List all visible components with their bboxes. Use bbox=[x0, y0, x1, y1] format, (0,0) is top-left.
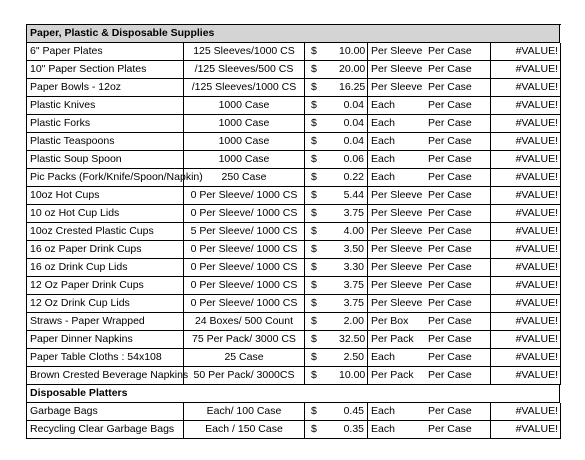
unit-cell[interactable]: Each bbox=[368, 115, 426, 133]
table-row bbox=[27, 295, 561, 313]
pack-size-cell[interactable]: 0 Per Sleeve/ 1000 CS bbox=[184, 259, 305, 277]
section-row-platters bbox=[27, 385, 561, 403]
item-cell[interactable]: Plastic Teaspoons bbox=[27, 133, 184, 151]
currency-cell[interactable]: $ bbox=[305, 241, 336, 259]
per-case-cell[interactable]: Per Case bbox=[426, 187, 491, 205]
value-cell[interactable]: #VALUE! bbox=[491, 61, 561, 79]
price-cell[interactable]: 20.00 bbox=[336, 61, 368, 79]
section-title-cell[interactable]: Disposable Platters bbox=[27, 385, 560, 403]
pack-size-cell[interactable]: 1000 Case bbox=[184, 151, 305, 169]
item-cell[interactable]: 10oz Crested Plastic Cups bbox=[27, 223, 184, 241]
item-cell[interactable]: Plastic Knives bbox=[27, 97, 184, 115]
price-cell[interactable]: 0.22 bbox=[336, 169, 368, 187]
currency-cell[interactable]: $ bbox=[305, 421, 336, 439]
unit-cell[interactable]: Per Sleeve bbox=[368, 79, 426, 97]
price-cell[interactable]: 16.25 bbox=[336, 79, 368, 97]
table-row bbox=[27, 259, 561, 277]
per-case-cell[interactable]: Per Case bbox=[426, 169, 491, 187]
item-cell[interactable]: Pic Packs (Fork/Knife/Spoon/Napkin) bbox=[27, 169, 184, 187]
currency-cell[interactable]: $ bbox=[305, 169, 336, 187]
item-cell[interactable]: 16 oz Paper Drink Cups bbox=[27, 241, 184, 259]
table-row bbox=[27, 43, 561, 61]
per-case-cell[interactable]: Per Case bbox=[426, 61, 491, 79]
value-cell[interactable]: #VALUE! bbox=[491, 115, 561, 133]
platter-rows bbox=[27, 403, 561, 439]
pack-size-cell[interactable]: 5 Per Sleeve/ 1000 CS bbox=[184, 223, 305, 241]
currency-cell[interactable]: $ bbox=[305, 151, 336, 169]
value-cell[interactable]: #VALUE! bbox=[491, 421, 561, 439]
unit-cell[interactable]: Per Sleeve bbox=[368, 61, 426, 79]
pack-size-cell[interactable]: /125 Sleeves/500 CS bbox=[184, 61, 305, 79]
currency-cell[interactable]: $ bbox=[305, 43, 336, 61]
per-case-cell[interactable]: Per Case bbox=[426, 115, 491, 133]
pack-size-cell[interactable]: Each / 150 Case bbox=[184, 421, 305, 439]
price-cell[interactable]: 2.00 bbox=[336, 313, 368, 331]
price-cell[interactable]: 0.45 bbox=[336, 403, 368, 421]
value-cell[interactable]: #VALUE! bbox=[491, 151, 561, 169]
per-case-cell[interactable]: Per Case bbox=[426, 349, 491, 367]
currency-cell[interactable]: $ bbox=[305, 61, 336, 79]
per-case-cell[interactable]: Per Case bbox=[426, 277, 491, 295]
pack-size-cell[interactable]: 1000 Case bbox=[184, 115, 305, 133]
value-cell[interactable]: #VALUE! bbox=[491, 97, 561, 115]
per-case-cell[interactable]: Per Case bbox=[426, 259, 491, 277]
section-header-cell[interactable]: Paper, Plastic & Disposable Supplies bbox=[27, 25, 560, 43]
value-cell[interactable]: #VALUE! bbox=[491, 295, 561, 313]
currency-cell[interactable]: $ bbox=[305, 349, 336, 367]
value-cell[interactable]: #VALUE! bbox=[491, 241, 561, 259]
table-row bbox=[27, 169, 561, 187]
table-row bbox=[27, 115, 561, 133]
pack-size-cell[interactable]: 0 Per Sleeve/ 1000 CS bbox=[184, 277, 305, 295]
per-case-cell[interactable]: Per Case bbox=[426, 133, 491, 151]
unit-cell[interactable]: Each bbox=[368, 151, 426, 169]
per-case-cell[interactable]: Per Case bbox=[426, 97, 491, 115]
value-cell[interactable]: #VALUE! bbox=[491, 79, 561, 97]
pack-size-cell[interactable]: /125 Sleeves/1000 CS bbox=[184, 79, 305, 97]
currency-cell[interactable]: $ bbox=[305, 223, 336, 241]
per-case-cell[interactable]: Per Case bbox=[426, 403, 491, 421]
currency-cell[interactable]: $ bbox=[305, 79, 336, 97]
unit-cell[interactable]: Each bbox=[368, 133, 426, 151]
table-row bbox=[27, 421, 561, 439]
item-cell[interactable]: 10 oz Hot Cup Lids bbox=[27, 205, 184, 223]
spreadsheet-table bbox=[26, 24, 561, 439]
section-header-row bbox=[27, 25, 561, 43]
pack-size-cell[interactable]: 25 Case bbox=[184, 349, 305, 367]
price-cell[interactable]: 3.30 bbox=[336, 259, 368, 277]
price-cell[interactable]: 3.75 bbox=[336, 295, 368, 313]
currency-cell[interactable]: $ bbox=[305, 331, 336, 349]
value-cell[interactable]: #VALUE! bbox=[491, 133, 561, 151]
table-row bbox=[27, 79, 561, 97]
supplies-rows bbox=[27, 43, 561, 385]
value-cell[interactable]: #VALUE! bbox=[491, 367, 561, 385]
price-cell[interactable]: 5.44 bbox=[336, 187, 368, 205]
table-row bbox=[27, 403, 561, 421]
price-cell[interactable]: 0.35 bbox=[336, 421, 368, 439]
unit-cell[interactable]: Each bbox=[368, 421, 426, 439]
unit-cell[interactable]: Per Sleeve bbox=[368, 205, 426, 223]
value-cell[interactable]: #VALUE! bbox=[491, 223, 561, 241]
price-cell[interactable]: 0.04 bbox=[336, 115, 368, 133]
unit-cell[interactable]: Per Sleeve bbox=[368, 187, 426, 205]
unit-cell[interactable]: Per Sleeve bbox=[368, 295, 426, 313]
per-case-cell[interactable]: Per Case bbox=[426, 331, 491, 349]
item-cell[interactable]: Brown Crested Beverage Napkins bbox=[27, 367, 184, 385]
table-row bbox=[27, 223, 561, 241]
pack-size-cell[interactable]: 0 Per Sleeve/ 1000 CS bbox=[184, 187, 305, 205]
pack-size-cell[interactable]: 50 Per Pack/ 3000CS bbox=[184, 367, 305, 385]
item-cell[interactable]: 16 oz Drink Cup Lids bbox=[27, 259, 184, 277]
unit-cell[interactable]: Per Sleeve bbox=[368, 277, 426, 295]
unit-cell[interactable]: Per Pack bbox=[368, 367, 426, 385]
table-row bbox=[27, 205, 561, 223]
price-cell[interactable]: 0.04 bbox=[336, 97, 368, 115]
item-cell[interactable]: 12 Oz Drink Cup Lids bbox=[27, 295, 184, 313]
value-cell[interactable]: #VALUE! bbox=[491, 259, 561, 277]
table-row bbox=[27, 277, 561, 295]
pack-size-cell[interactable]: 75 Per Pack/ 3000 CS bbox=[184, 331, 305, 349]
unit-cell[interactable]: Per Pack bbox=[368, 331, 426, 349]
table-row bbox=[27, 331, 561, 349]
value-cell[interactable]: #VALUE! bbox=[491, 169, 561, 187]
unit-cell[interactable]: Per Sleeve bbox=[368, 43, 426, 61]
value-cell[interactable]: #VALUE! bbox=[491, 403, 561, 421]
per-case-cell[interactable]: Per Case bbox=[426, 241, 491, 259]
item-cell[interactable]: Plastic Forks bbox=[27, 115, 184, 133]
price-cell[interactable]: 2.50 bbox=[336, 349, 368, 367]
unit-cell[interactable]: Per Sleeve bbox=[368, 241, 426, 259]
unit-cell[interactable]: Each bbox=[368, 97, 426, 115]
pack-size-cell[interactable]: 0 Per Sleeve/ 1000 CS bbox=[184, 241, 305, 259]
pack-size-cell[interactable]: 1000 Case bbox=[184, 97, 305, 115]
item-cell[interactable]: Garbage Bags bbox=[27, 403, 184, 421]
per-case-cell[interactable]: Per Case bbox=[426, 205, 491, 223]
unit-cell[interactable]: Each bbox=[368, 403, 426, 421]
table-row bbox=[27, 151, 561, 169]
price-cell[interactable]: 3.75 bbox=[336, 205, 368, 223]
pack-size-cell[interactable]: 0 Per Sleeve/ 1000 CS bbox=[184, 295, 305, 313]
pack-size-cell[interactable]: 1000 Case bbox=[184, 133, 305, 151]
item-cell[interactable]: Straws - Paper Wrapped bbox=[27, 313, 184, 331]
currency-cell[interactable]: $ bbox=[305, 367, 336, 385]
currency-cell[interactable]: $ bbox=[305, 313, 336, 331]
unit-cell[interactable]: Each bbox=[368, 169, 426, 187]
item-cell[interactable]: 12 Oz Paper Drink Cups bbox=[27, 277, 184, 295]
per-case-cell[interactable]: Per Case bbox=[426, 223, 491, 241]
per-case-cell[interactable]: Per Case bbox=[426, 79, 491, 97]
value-cell[interactable]: #VALUE! bbox=[491, 349, 561, 367]
price-cell[interactable]: 0.06 bbox=[336, 151, 368, 169]
value-cell[interactable]: #VALUE! bbox=[491, 205, 561, 223]
table-row bbox=[27, 349, 561, 367]
pack-size-cell[interactable]: 250 Case bbox=[184, 169, 305, 187]
price-cell[interactable]: 0.04 bbox=[336, 133, 368, 151]
value-cell[interactable]: #VALUE! bbox=[491, 187, 561, 205]
value-cell[interactable]: #VALUE! bbox=[491, 313, 561, 331]
value-cell[interactable]: #VALUE! bbox=[491, 43, 561, 61]
table-row bbox=[27, 367, 561, 385]
currency-cell[interactable]: $ bbox=[305, 295, 336, 313]
per-case-cell[interactable]: Per Case bbox=[426, 151, 491, 169]
currency-cell[interactable]: $ bbox=[305, 133, 336, 151]
value-cell[interactable]: #VALUE! bbox=[491, 331, 561, 349]
per-case-cell[interactable]: Per Case bbox=[426, 313, 491, 331]
unit-cell[interactable]: Per Box bbox=[368, 313, 426, 331]
item-cell[interactable]: 6" Paper Plates bbox=[27, 43, 184, 61]
table-row bbox=[27, 133, 561, 151]
price-cell[interactable]: 3.75 bbox=[336, 277, 368, 295]
price-cell[interactable]: 32.50 bbox=[336, 331, 368, 349]
item-cell[interactable]: Recycling Clear Garbage Bags bbox=[27, 421, 184, 439]
item-cell[interactable]: Paper Bowls - 12oz bbox=[27, 79, 184, 97]
pack-size-cell[interactable]: 125 Sleeves/1000 CS bbox=[184, 43, 305, 61]
table-row bbox=[27, 97, 561, 115]
currency-cell[interactable]: $ bbox=[305, 259, 336, 277]
currency-cell[interactable]: $ bbox=[305, 115, 336, 133]
table-row bbox=[27, 313, 561, 331]
table-row bbox=[27, 241, 561, 259]
item-cell[interactable]: 10oz Hot Cups bbox=[27, 187, 184, 205]
per-case-cell[interactable]: Per Case bbox=[426, 43, 491, 61]
currency-cell[interactable]: $ bbox=[305, 97, 336, 115]
per-case-cell[interactable]: Per Case bbox=[426, 367, 491, 385]
price-cell[interactable]: 10.00 bbox=[336, 367, 368, 385]
pack-size-cell[interactable]: 0 Per Sleeve/ 1000 CS bbox=[184, 205, 305, 223]
value-cell[interactable]: #VALUE! bbox=[491, 277, 561, 295]
unit-cell[interactable]: Each bbox=[368, 349, 426, 367]
price-cell[interactable]: 10.00 bbox=[336, 43, 368, 61]
pack-size-cell[interactable]: Each/ 100 Case bbox=[184, 403, 305, 421]
currency-cell[interactable]: $ bbox=[305, 277, 336, 295]
item-cell[interactable]: 10" Paper Section Plates bbox=[27, 61, 184, 79]
item-cell[interactable]: Plastic Soup Spoon bbox=[27, 151, 184, 169]
pack-size-cell[interactable]: 24 Boxes/ 500 Count bbox=[184, 313, 305, 331]
item-cell[interactable]: Paper Dinner Napkins bbox=[27, 331, 184, 349]
price-cell[interactable]: 4.00 bbox=[336, 223, 368, 241]
item-cell[interactable]: Paper Table Cloths : 54x108 bbox=[27, 349, 184, 367]
currency-cell[interactable]: $ bbox=[305, 205, 336, 223]
unit-cell[interactable]: Per Sleeve bbox=[368, 223, 426, 241]
per-case-cell[interactable]: Per Case bbox=[426, 421, 491, 439]
currency-cell[interactable]: $ bbox=[305, 187, 336, 205]
per-case-cell[interactable]: Per Case bbox=[426, 295, 491, 313]
price-cell[interactable]: 3.50 bbox=[336, 241, 368, 259]
table-row bbox=[27, 187, 561, 205]
unit-cell[interactable]: Per Sleeve bbox=[368, 259, 426, 277]
table-row bbox=[27, 61, 561, 79]
currency-cell[interactable]: $ bbox=[305, 403, 336, 421]
